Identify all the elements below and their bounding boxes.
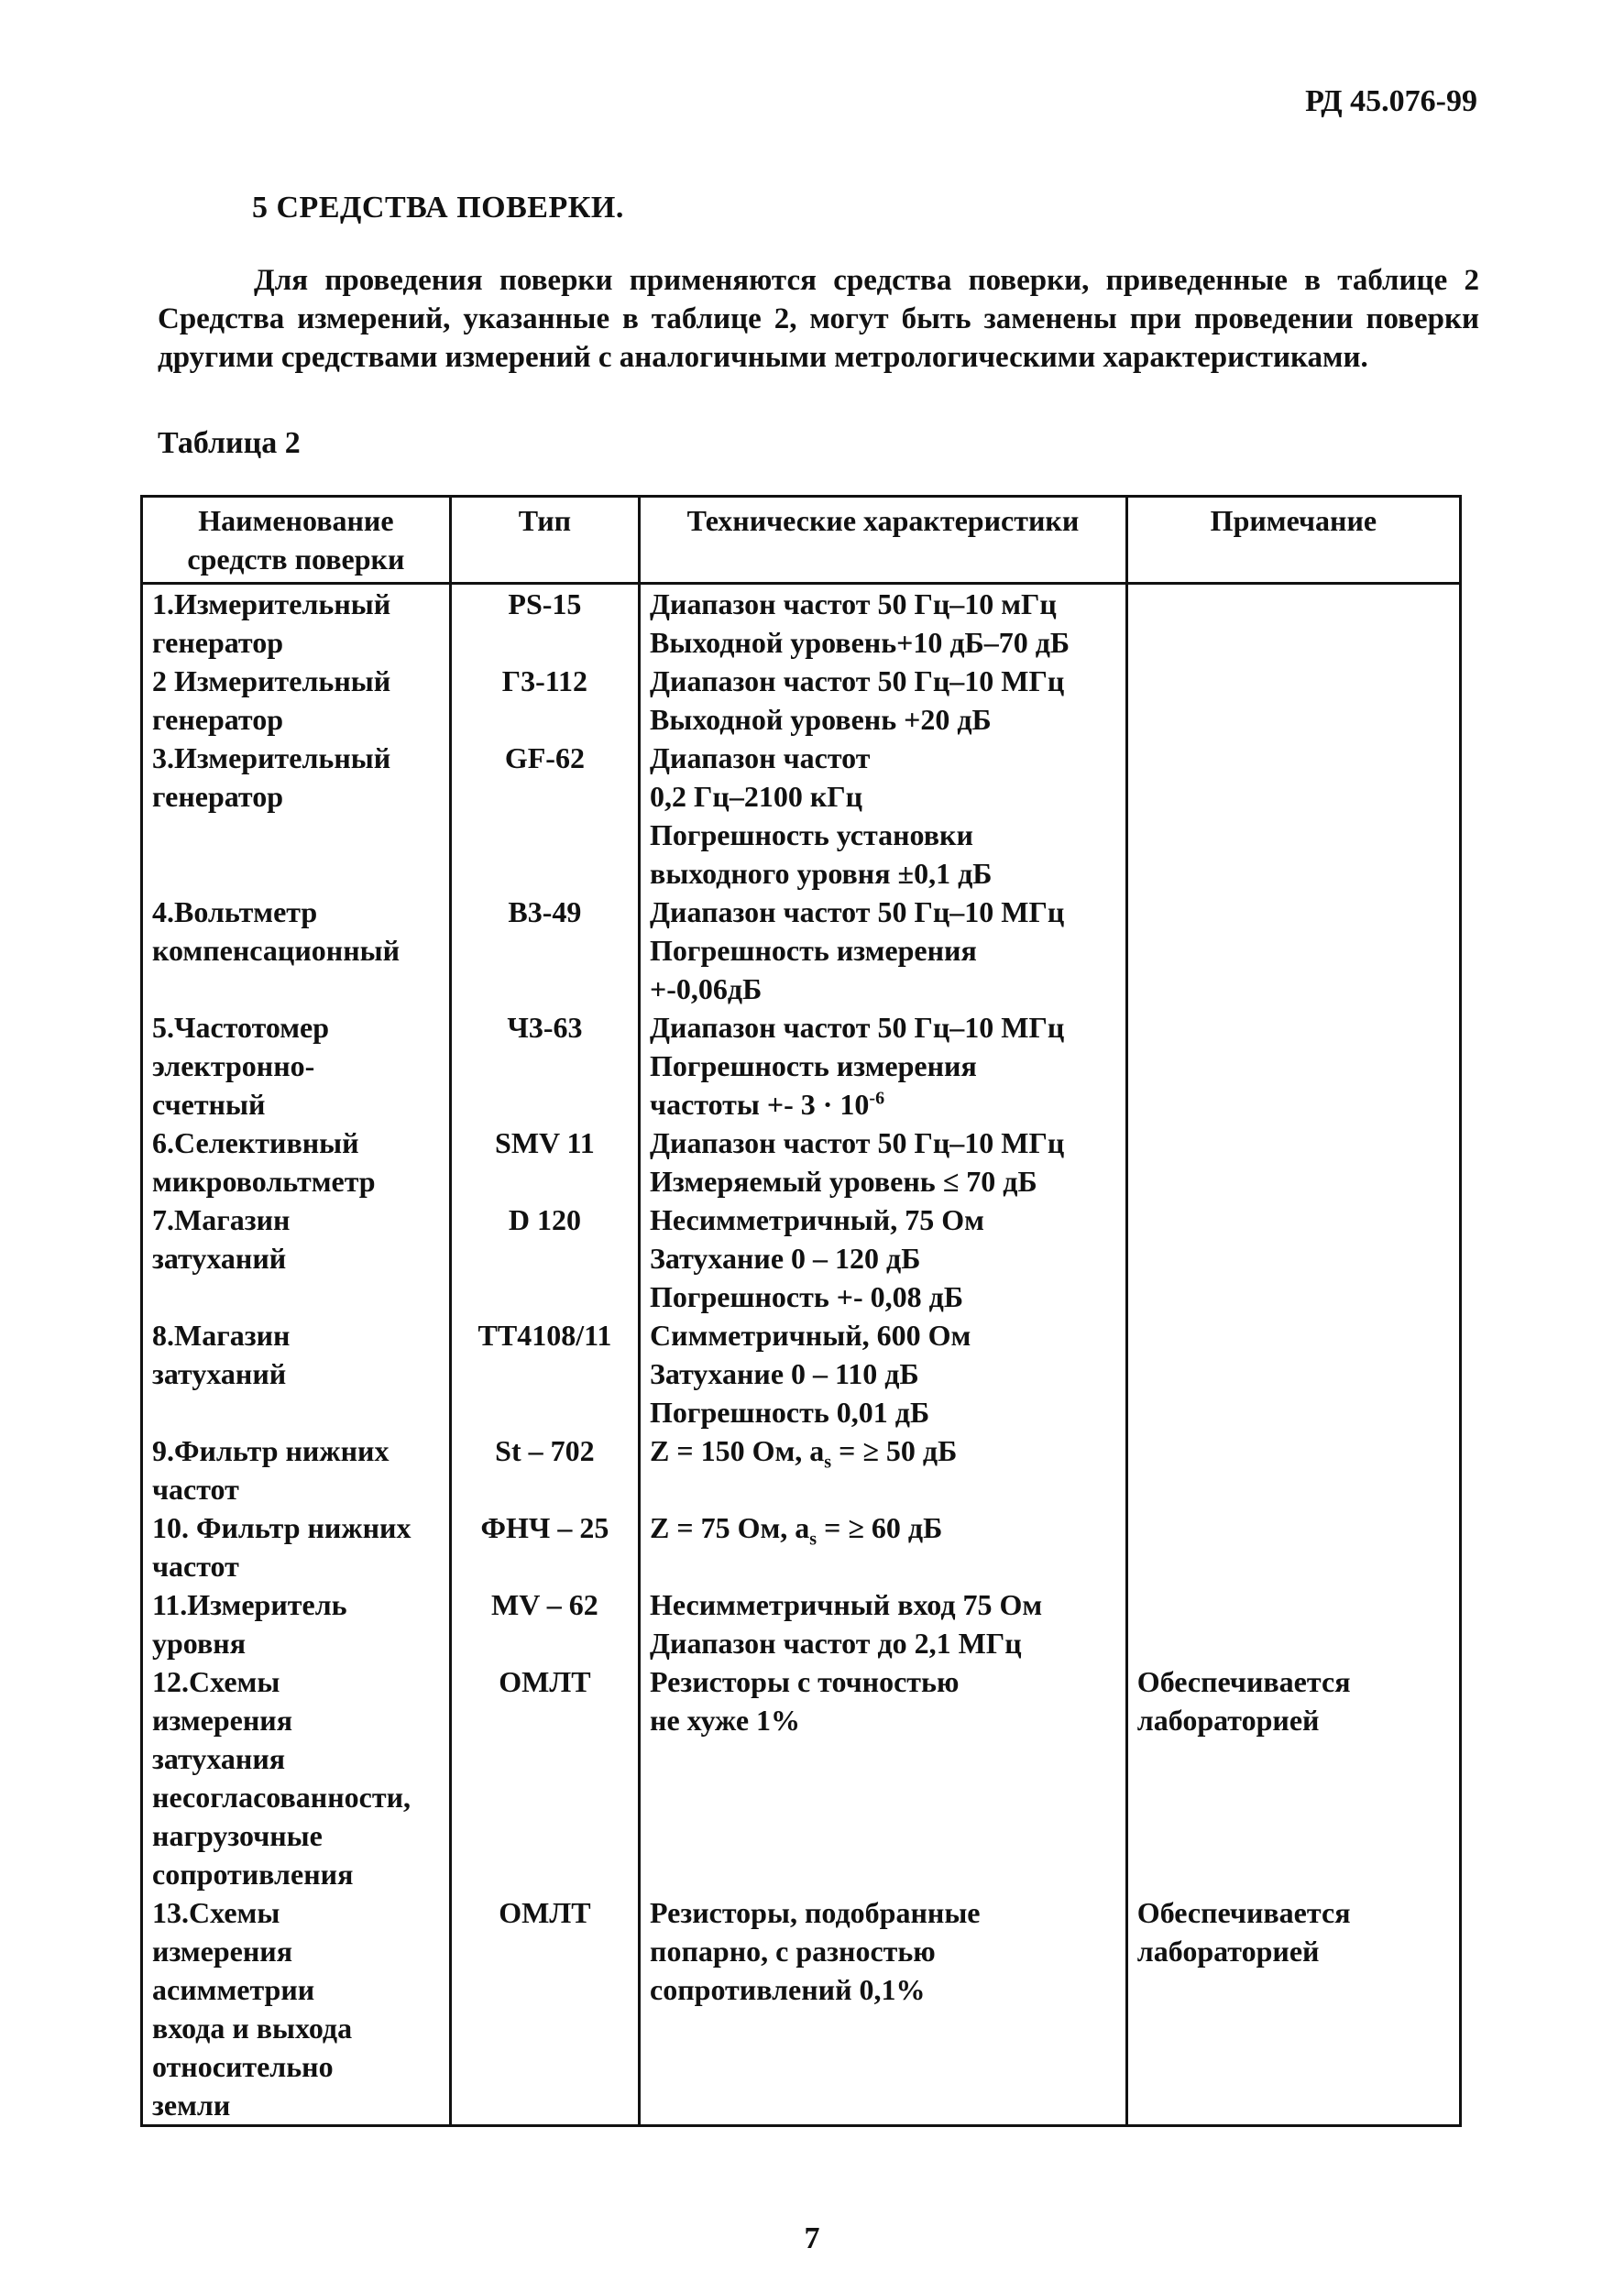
name-line: электронно- <box>152 1049 315 1082</box>
table-row <box>142 662 1461 739</box>
table-row <box>142 1508 1461 1585</box>
cell-note <box>1126 1431 1460 1508</box>
spec-line: выходного уровня ±0,1 дБ <box>650 857 993 890</box>
name-line: 9.Фильтр нижних <box>152 1434 390 1467</box>
name-line: уровня <box>152 1627 247 1660</box>
name-line: 4.Вольтметр <box>152 895 318 928</box>
name-line: входа и выхода <box>152 2012 353 2045</box>
cell-type: MV – 62 <box>450 1585 639 1662</box>
cell-type: TT4108/11 <box>450 1316 639 1431</box>
spec-line: Выходной уровень +20 дБ <box>650 703 992 736</box>
cell-type: PS-15 <box>450 584 639 663</box>
name-line: компенсационный <box>152 934 401 967</box>
name-line: 5.Частотомер <box>152 1011 330 1044</box>
spec-line <box>650 1085 1116 1124</box>
spec-subscript: s <box>809 1529 817 1550</box>
cell-note <box>1126 1662 1460 1893</box>
cell-type: D 120 <box>450 1201 639 1316</box>
table-header-row <box>142 497 1461 584</box>
cell-specs <box>640 1585 1127 1662</box>
name-line: затухания <box>152 1742 286 1775</box>
name-line: 11.Измеритель <box>152 1588 347 1621</box>
name-line: генератор <box>152 703 284 736</box>
spec-attenuation: = ≥ 50 дБ <box>831 1434 958 1467</box>
table-row <box>142 1585 1461 1662</box>
name-line: частот <box>152 1473 239 1506</box>
spec-line: Диапазон частот <box>650 741 871 774</box>
spec-frequency-accuracy: частоты +- 3 · 10 <box>650 1088 870 1121</box>
spec-attenuation: = ≥ 60 дБ <box>817 1511 943 1544</box>
name-line: микровольтметр <box>152 1165 376 1198</box>
note-line: Обеспечивается <box>1136 1665 1351 1698</box>
spec-line: Диапазон частот до 2,1 МГц <box>650 1627 1022 1660</box>
cell-specs <box>640 1008 1127 1124</box>
name-line: 12.Схемы <box>152 1665 280 1698</box>
note-line: Обеспечивается <box>1136 1896 1351 1929</box>
page-number: 7 <box>804 2221 820 2255</box>
table-row <box>142 584 1461 663</box>
name-line: затуханий <box>152 1357 287 1390</box>
cell-name <box>142 1124 451 1201</box>
name-line: 7.Магазин <box>152 1203 291 1236</box>
name-line: 8.Магазин <box>152 1319 291 1352</box>
cell-note <box>1126 1201 1460 1316</box>
cell-note <box>1126 893 1460 1008</box>
name-line: 10. Фильтр нижних <box>152 1511 411 1544</box>
cell-note <box>1126 1508 1460 1585</box>
cell-name <box>142 1585 451 1662</box>
spec-subscript: s <box>824 1452 832 1473</box>
name-line: 1.Измерительный <box>152 587 391 620</box>
spec-line: Затухание 0 – 120 дБ <box>650 1242 921 1275</box>
table-body <box>142 584 1461 2126</box>
spec-line: Погрешность измерения <box>650 934 977 967</box>
spec-line: Диапазон частот 50 Гц–10 МГц <box>650 664 1065 697</box>
name-line: измерения <box>152 1704 293 1737</box>
cell-type: Г3-112 <box>450 662 639 739</box>
spec-line: Выходной уровень+10 дБ–70 дБ <box>650 626 1070 659</box>
spec-line: сопротивлений 0,1% <box>650 1973 926 2006</box>
cell-specs <box>640 739 1127 893</box>
spec-impedance: Z = 75 Ом, a <box>650 1511 810 1544</box>
cell-type: St – 702 <box>450 1431 639 1508</box>
spec-line: Диапазон частот 50 Гц–10 МГц <box>650 1011 1065 1044</box>
cell-note <box>1126 584 1460 663</box>
cell-name <box>142 1431 451 1508</box>
cell-name <box>142 1008 451 1124</box>
spec-line: Измеряемый уровень ≤ 70 дБ <box>650 1165 1037 1198</box>
cell-specs <box>640 1316 1127 1431</box>
cell-name <box>142 739 451 893</box>
name-line: нагрузочные <box>152 1819 323 1852</box>
name-line: 6.Селективный <box>152 1126 359 1159</box>
table-row <box>142 1431 1461 1508</box>
cell-name <box>142 1662 451 1893</box>
cell-specs <box>640 662 1127 739</box>
cell-name <box>142 1508 451 1585</box>
name-line: 2 Измерительный <box>152 664 391 697</box>
cell-specs <box>640 1662 1127 1893</box>
cell-type: ФНЧ – 25 <box>450 1508 639 1585</box>
spec-line: Диапазон частот 50 Гц–10 МГц <box>650 1126 1065 1159</box>
cell-type: ОМЛТ <box>450 1662 639 1893</box>
cell-note <box>1126 1893 1460 2126</box>
intro-paragraph <box>158 261 1479 377</box>
cell-note <box>1126 1316 1460 1431</box>
name-line: частот <box>152 1550 239 1583</box>
name-line: генератор <box>152 626 284 659</box>
table-row <box>142 1201 1461 1316</box>
intro-text: Для проведения поверки применяются средства поверки, приведенные в таблице 2 Средства измерений, указанные в таблице 2, могут быть заменены при проведении поверки другими средствами измерений с аналогичными метрологическими характеристиками. <box>158 264 1479 374</box>
spec-line: Несимметричный, 75 Ом <box>650 1203 984 1236</box>
note-line: лабораторией <box>1136 1704 1320 1737</box>
spec-line: Резисторы, подобранные <box>650 1896 981 1929</box>
cell-name <box>142 1316 451 1431</box>
spec-line <box>650 1431 1116 1473</box>
name-line: измерения <box>152 1935 293 1968</box>
cell-specs <box>640 1124 1127 1201</box>
name-line: несогласованности, <box>152 1781 411 1814</box>
header-name: Наименование средств поверки <box>142 497 451 584</box>
name-line: счетный <box>152 1088 266 1121</box>
spec-line: Погрешность 0,01 дБ <box>650 1396 930 1429</box>
spec-line: Затухание 0 – 110 дБ <box>650 1357 919 1390</box>
name-line: относительно <box>152 2050 334 2083</box>
verification-tools-table <box>140 495 1462 2127</box>
table-row <box>142 1124 1461 1201</box>
cell-name <box>142 1893 451 2126</box>
table-row <box>142 1316 1461 1431</box>
cell-specs <box>640 1201 1127 1316</box>
cell-note <box>1126 662 1460 739</box>
spec-line: +-0,06дБ <box>650 972 763 1005</box>
table-row <box>142 1893 1461 2126</box>
header-type: Тип <box>450 497 639 584</box>
name-line: 3.Измерительный <box>152 741 391 774</box>
table-row <box>142 739 1461 893</box>
spec-line: Симметричный, 600 Ом <box>650 1319 971 1352</box>
cell-specs <box>640 1508 1127 1585</box>
name-line: земли <box>152 2089 231 2122</box>
spec-line: 0,2 Гц–2100 кГц <box>650 780 863 813</box>
cell-specs <box>640 893 1127 1008</box>
note-line: лабораторией <box>1136 1935 1320 1968</box>
cell-type: ОМЛТ <box>450 1893 639 2126</box>
spec-line: Погрешность измерения <box>650 1049 977 1082</box>
spec-exponent: -6 <box>869 1088 885 1109</box>
header-note: Примечание <box>1126 497 1460 584</box>
name-line: асимметрии <box>152 1973 315 2006</box>
spec-line: Несимметричный вход 75 Ом <box>650 1588 1043 1621</box>
cell-name <box>142 893 451 1008</box>
table-caption: Таблица 2 <box>158 426 301 460</box>
cell-note <box>1126 1008 1460 1124</box>
name-line: сопротивления <box>152 1858 354 1891</box>
section-title: 5 СРЕДСТВА ПОВЕРКИ. <box>252 191 624 225</box>
cell-type: SMV 11 <box>450 1124 639 1201</box>
spec-line: Погрешность установки <box>650 818 973 851</box>
cell-name <box>142 584 451 663</box>
cell-specs <box>640 1431 1127 1508</box>
cell-note <box>1126 1124 1460 1201</box>
name-line: 13.Схемы <box>152 1896 280 1929</box>
document-code: РД 45.076-99 <box>1305 84 1477 118</box>
header-specs: Технические характеристики <box>640 497 1127 584</box>
spec-line: Диапазон частот 50 Гц–10 мГц <box>650 587 1057 620</box>
table-row <box>142 1008 1461 1124</box>
cell-specs <box>640 1893 1127 2126</box>
cell-type: Ч3-63 <box>450 1008 639 1124</box>
cell-note <box>1126 1585 1460 1662</box>
cell-type: В3-49 <box>450 893 639 1008</box>
table-row <box>142 893 1461 1008</box>
name-line: генератор <box>152 780 284 813</box>
cell-note <box>1126 739 1460 893</box>
spec-line <box>650 1508 1116 1550</box>
cell-type: GF-62 <box>450 739 639 893</box>
spec-impedance: Z = 150 Ом, a <box>650 1434 825 1467</box>
spec-line: попарно, с разностью <box>650 1935 936 1968</box>
spec-line: Диапазон частот 50 Гц–10 МГц <box>650 895 1065 928</box>
spec-line: не хуже 1% <box>650 1704 801 1737</box>
cell-name <box>142 1201 451 1316</box>
table-row <box>142 1662 1461 1893</box>
name-line: затуханий <box>152 1242 287 1275</box>
spec-line: Погрешность +- 0,08 дБ <box>650 1280 963 1313</box>
cell-specs <box>640 584 1127 663</box>
spec-line: Резисторы с точностью <box>650 1665 960 1698</box>
cell-name <box>142 662 451 739</box>
